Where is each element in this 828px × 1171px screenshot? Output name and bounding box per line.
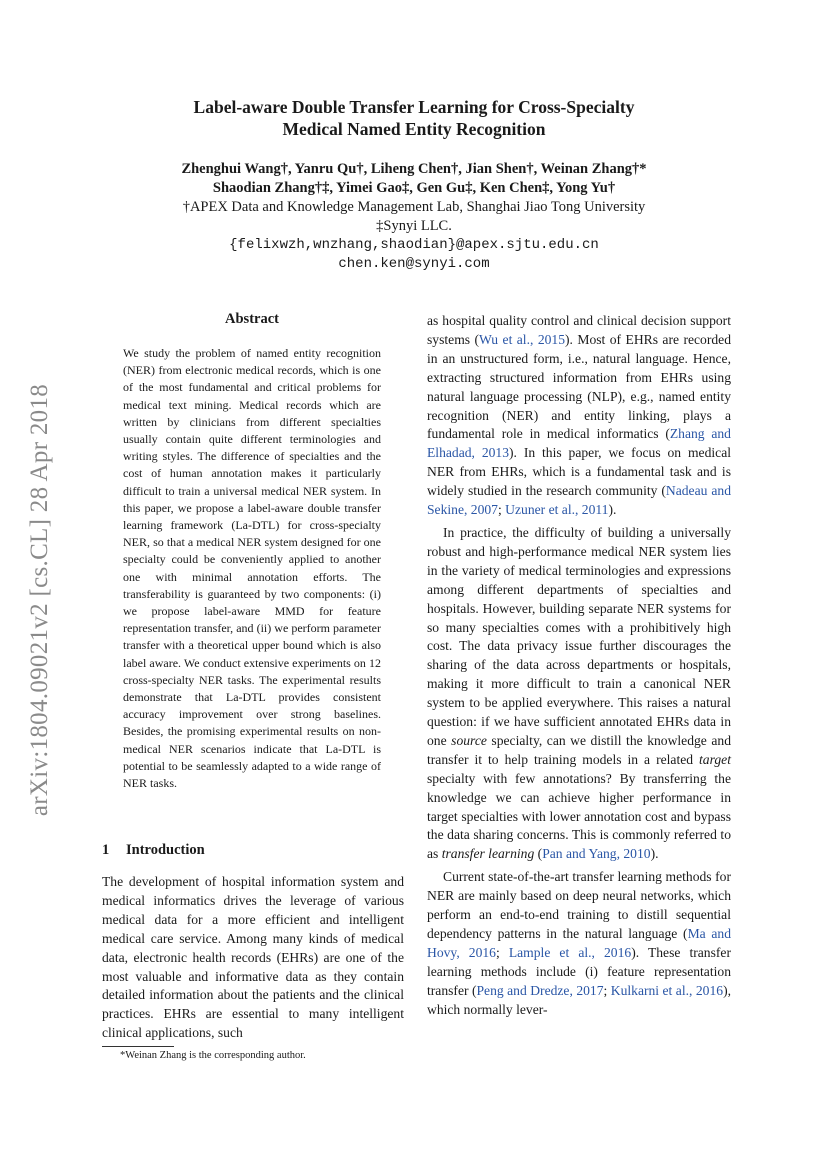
text-run: ). These transfer learning methods include (i) feature representation transfer ( <box>427 944 731 998</box>
text-run: ). <box>650 846 659 862</box>
emphasis-transfer-learning: transfer learning <box>441 846 535 862</box>
text-run: Current state-of-the-art transfer learning methods for NER are mainly based on deep neural networks, which perform an end-to-end training to distill sequential dependency patterns in the natural language ( <box>427 869 731 941</box>
affiliation-2: ‡Synyi LLC. <box>376 218 452 234</box>
author-block <box>0 160 828 274</box>
paper-title <box>0 96 828 140</box>
citation-link[interactable]: Wu et al., 2015 <box>479 331 566 347</box>
section-number: 1 <box>102 842 110 858</box>
section-heading-introduction <box>102 842 205 859</box>
intro-paragraph-1: The development of hospital information system and medical informatics drives the leverage of various medical data for a more efficient and intelligent medical care service. Among many kinds of medical data, electronic health records (EHRs) are one of the most valuable and informative data as they contain detailed information about the patients and the clinical practices. EHRs are essential to many intelligent clinical applications, such <box>102 874 404 1041</box>
text-run: ), which normally lever- <box>427 982 731 1017</box>
text-run: specialty with few annotations? By transferring the knowledge we can achieve higher performance in target specialties with lower annotation cost and bypass the data sharing concerns. This is commonly referred to as <box>427 770 731 862</box>
footnote: *Weinan Zhang is the corresponding author. <box>120 1050 306 1061</box>
text-run: ). In this paper, we focus on medical NER from EHRs, which is a fundamental task and is widely studied in the research community ( <box>427 445 731 499</box>
text-run: ( <box>534 846 543 862</box>
right-paragraph-1 <box>427 312 731 520</box>
citation-link[interactable]: Uzuner et al., 2011 <box>505 502 609 518</box>
citation-link[interactable]: Nadeau and Sekine, 2007 <box>427 483 731 518</box>
section-title: Introduction <box>126 842 205 858</box>
title-line-1: Label-aware Double Transfer Learning for Cross-Specialty <box>193 97 635 117</box>
arxiv-sidebar-stamp <box>20 330 60 870</box>
title-line-2: Medical Named Entity Recognition <box>282 119 546 139</box>
citation-link[interactable]: Zhang and Elhadad, 2013 <box>427 426 731 461</box>
email-line-1: {felixwzh,wnzhang,shaodian}@apex.sjtu.edu.cn <box>229 237 599 253</box>
text-run: ; <box>603 982 611 998</box>
text-run: ). Most of EHRs are recorded in an unstructured form, i.e., natural language. Hence, extracting structured information from EHRs using natural language processing (NLP), e.g., named entity recognition (NER) and entity linking, plays a fundamental role in medical informatics ( <box>427 331 731 442</box>
citation-link[interactable]: Kulkarni et al., 2016 <box>610 982 724 998</box>
arxiv-identifier: arXiv:1804.09021v2 [cs.CL] 28 Apr 2018 <box>26 383 53 817</box>
right-paragraph-2 <box>427 524 731 864</box>
abstract-heading: Abstract <box>225 311 279 327</box>
text-run: ; <box>497 502 506 518</box>
citation-link[interactable]: Peng and Dredze, 2017 <box>476 982 604 998</box>
emphasis-source: source <box>451 732 487 748</box>
text-run: as hospital quality control and clinical decision support systems ( <box>427 313 731 347</box>
intro-right-column <box>427 312 731 1020</box>
citation-link[interactable]: Lample et al., 2016 <box>508 944 632 960</box>
text-run: ). <box>608 502 617 518</box>
right-paragraph-3 <box>427 868 731 1019</box>
citation-link[interactable]: Pan and Yang, 2010 <box>542 846 651 862</box>
intro-left-column <box>102 873 404 1043</box>
abstract-body: We study the problem of named entity recognition (NER) from electronic medical records, which is one of the most fundamental and critical problems for medical text mining. Medical records which are written by clinicians from different specialties usually contain quite different terminologies and writing styles. The difference of specialties and the cost of human annotation makes it particularly difficult to train a universal medical NER system. In this paper, we propose a label-aware double transfer learning framework (La-DTL) for cross-specialty NER, so that a medical NER system designed for one specialty could be conveniently applied to another one with minimal annotation efforts. The transferability is guaranteed by two components: (i) we propose label-aware MMD for feature representation transfer, and (ii) we perform parameter transfer with a theoretical upper bound which is also label aware. We conduct extensive experiments on 12 cross-specialty NER tasks. The experimental results demonstrate that La-DTL provides consistent accuracy improvement over strong baselines. Besides, the promising experimental results on non-medical NER scenarios indicate that La-DTL is potential to be seamlessly adapted to a wide range of NER tasks. <box>123 346 381 791</box>
affiliation-1: †APEX Data and Knowledge Management Lab, Shanghai Jiao Tong University <box>182 199 646 215</box>
text-run: ; <box>495 944 509 960</box>
text-run: In practice, the difficulty of building a universally robust and high-performance medical NER system lies in the variety of medical terminologies and expressions among different departments of specialties and hospitals. However, building separate NER systems for so many specialties comes with a prohibitively high cost. The data privacy issue further discourages the sharing of the data across departments or hospitals, making it more difficult to train a canonical NER system to be applied everywhere. This raises a natural question: if we have sufficient annotated EHRs data in one <box>427 524 731 748</box>
footnote-rule <box>102 1046 174 1047</box>
email-line-2: chen.ken@synyi.com <box>338 256 490 272</box>
emphasis-target: target <box>699 751 731 767</box>
citation-link[interactable]: Ma and Hovy, 2016 <box>427 926 731 960</box>
authors-line-2: Shaodian Zhang†‡, Yimei Gao‡, Gen Gu‡, Ken Chen‡, Yong Yu† <box>212 180 616 196</box>
text-run: specialty, can we distill the knowledge and transfer it to help training models in a related <box>427 732 731 767</box>
authors-line-1: Zhenghui Wang†, Yanru Qu†, Liheng Chen†, Jian Shen†, Weinan Zhang†* <box>181 161 647 177</box>
